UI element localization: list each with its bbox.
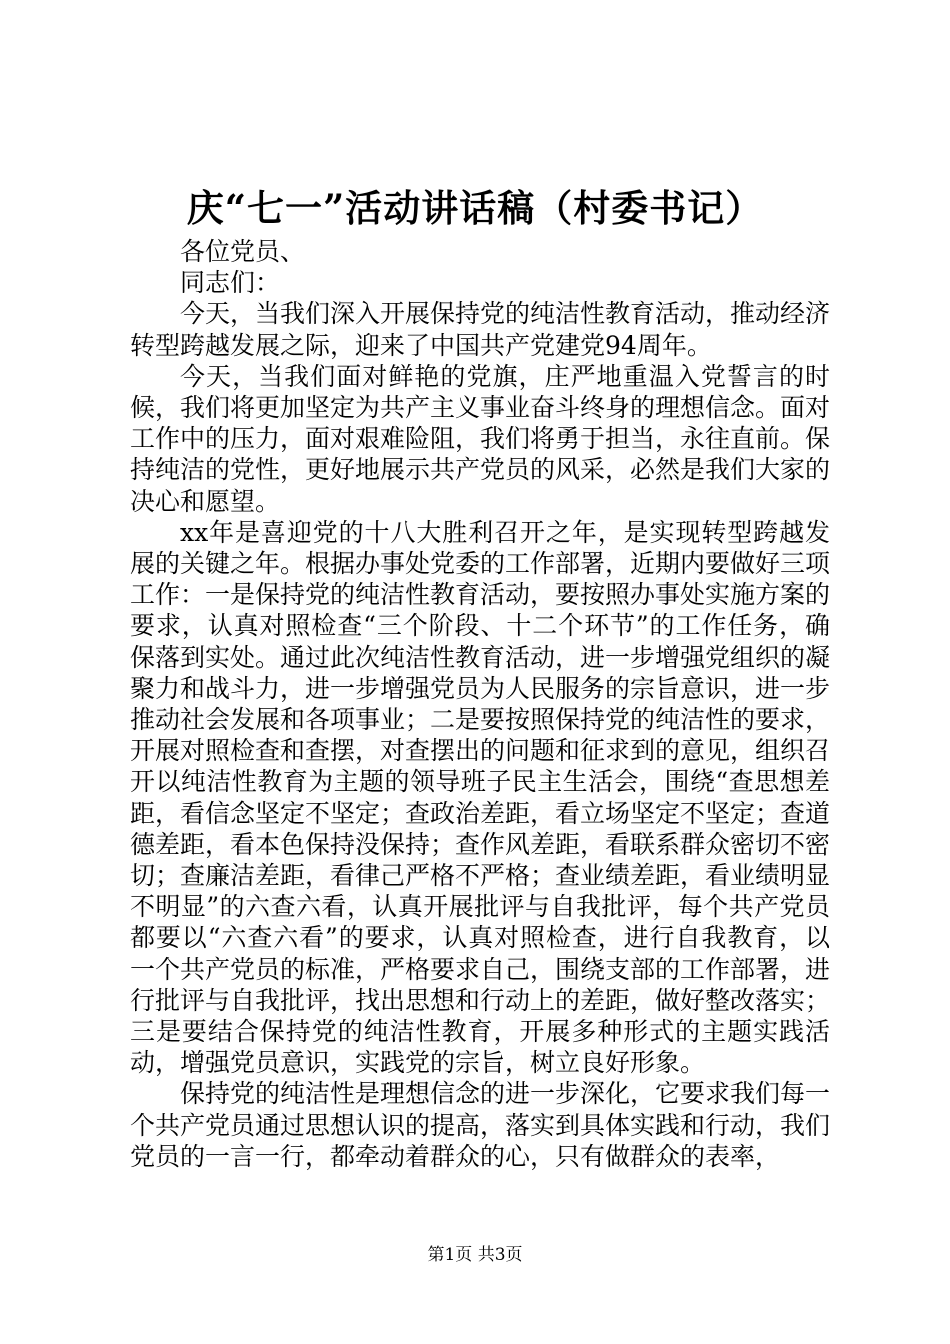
document-title: 庆“七一”活动讲话稿（村委书记） [186, 186, 764, 230]
document-body [130, 236, 830, 1172]
paragraph-4: 保持党的纯洁性是理想信念的进一步深化，它要求我们每一个共产党员通过思想认识的提高，落实到具体实践和行动，我们党员的一言一行，都牵动着群众的心，只有做群众的表率， [130, 1079, 831, 1171]
paragraph-1: 今天，当我们深入开展保持党的纯洁性教育活动，推动经济转型跨越发展之际，迎来了中国共产党建党94周年。 [130, 299, 831, 360]
paragraph-2: 今天，当我们面对鲜艳的党旗，庄严地重温入党誓言的时候，我们将更加坚定为共产主义事业奋斗终身的理想信念。面对工作中的压力，面对艰难险阻，我们将勇于担当，永往直前。保持纯洁的党性，更好地展示共产党员的风采，必然是我们大家的决心和愿望。 [130, 361, 831, 516]
salutation-line-1: 各位党员、 [180, 237, 306, 266]
paragraph-3: xx年是喜迎党的十八大胜利召开之年，是实现转型跨越发展的关键之年。根据办事处党委的工作部署，近期内要做好三项工作：一是保持党的纯洁性教育活动，要按照办事处实施方案的要求，认真对照检查“三个阶段、十二个环节”的工作任务，确保落到实处。通过此次纯洁性教育活动，进一步增强党组织的凝聚力和战斗力，进一步增强党员为人民服务的宗旨意识，进一步推动社会发展和各项事业；二是要按照保持党的纯洁性的要求，开展对照检查和查摆，对查摆出的问题和征求到的意见，组织召开以纯洁性教育为主题的领导班子民主生活会，围绕“查思想差距，看信念坚定不坚定；查政治差距，看立场坚定不坚定；查道德差距，看本色保持没保持；查作风差距，看联系群众密切不密切；查廉洁差距，看律己严格不严格；查业绩差距，看业绩明显不明显”的六查六看，认真开展批评与自我批评，每个共产党员都要以“六查六看”的要求，认真对照检查，进行自我教育，以一个共产党员的标准，严格要求自己，围绕支部的工作部署，进行批评与自我批评，找出思想和行动上的差距，做好整改落实；三是要结合保持党的纯洁性教育，开展多种形式的主题实践活动，增强党员意识，实践党的宗旨，树立良好形象。 [130, 517, 831, 1078]
salutation-line-2: 同志们： [180, 268, 281, 298]
page-footer: 第1页 共3页 [427, 1245, 523, 1265]
